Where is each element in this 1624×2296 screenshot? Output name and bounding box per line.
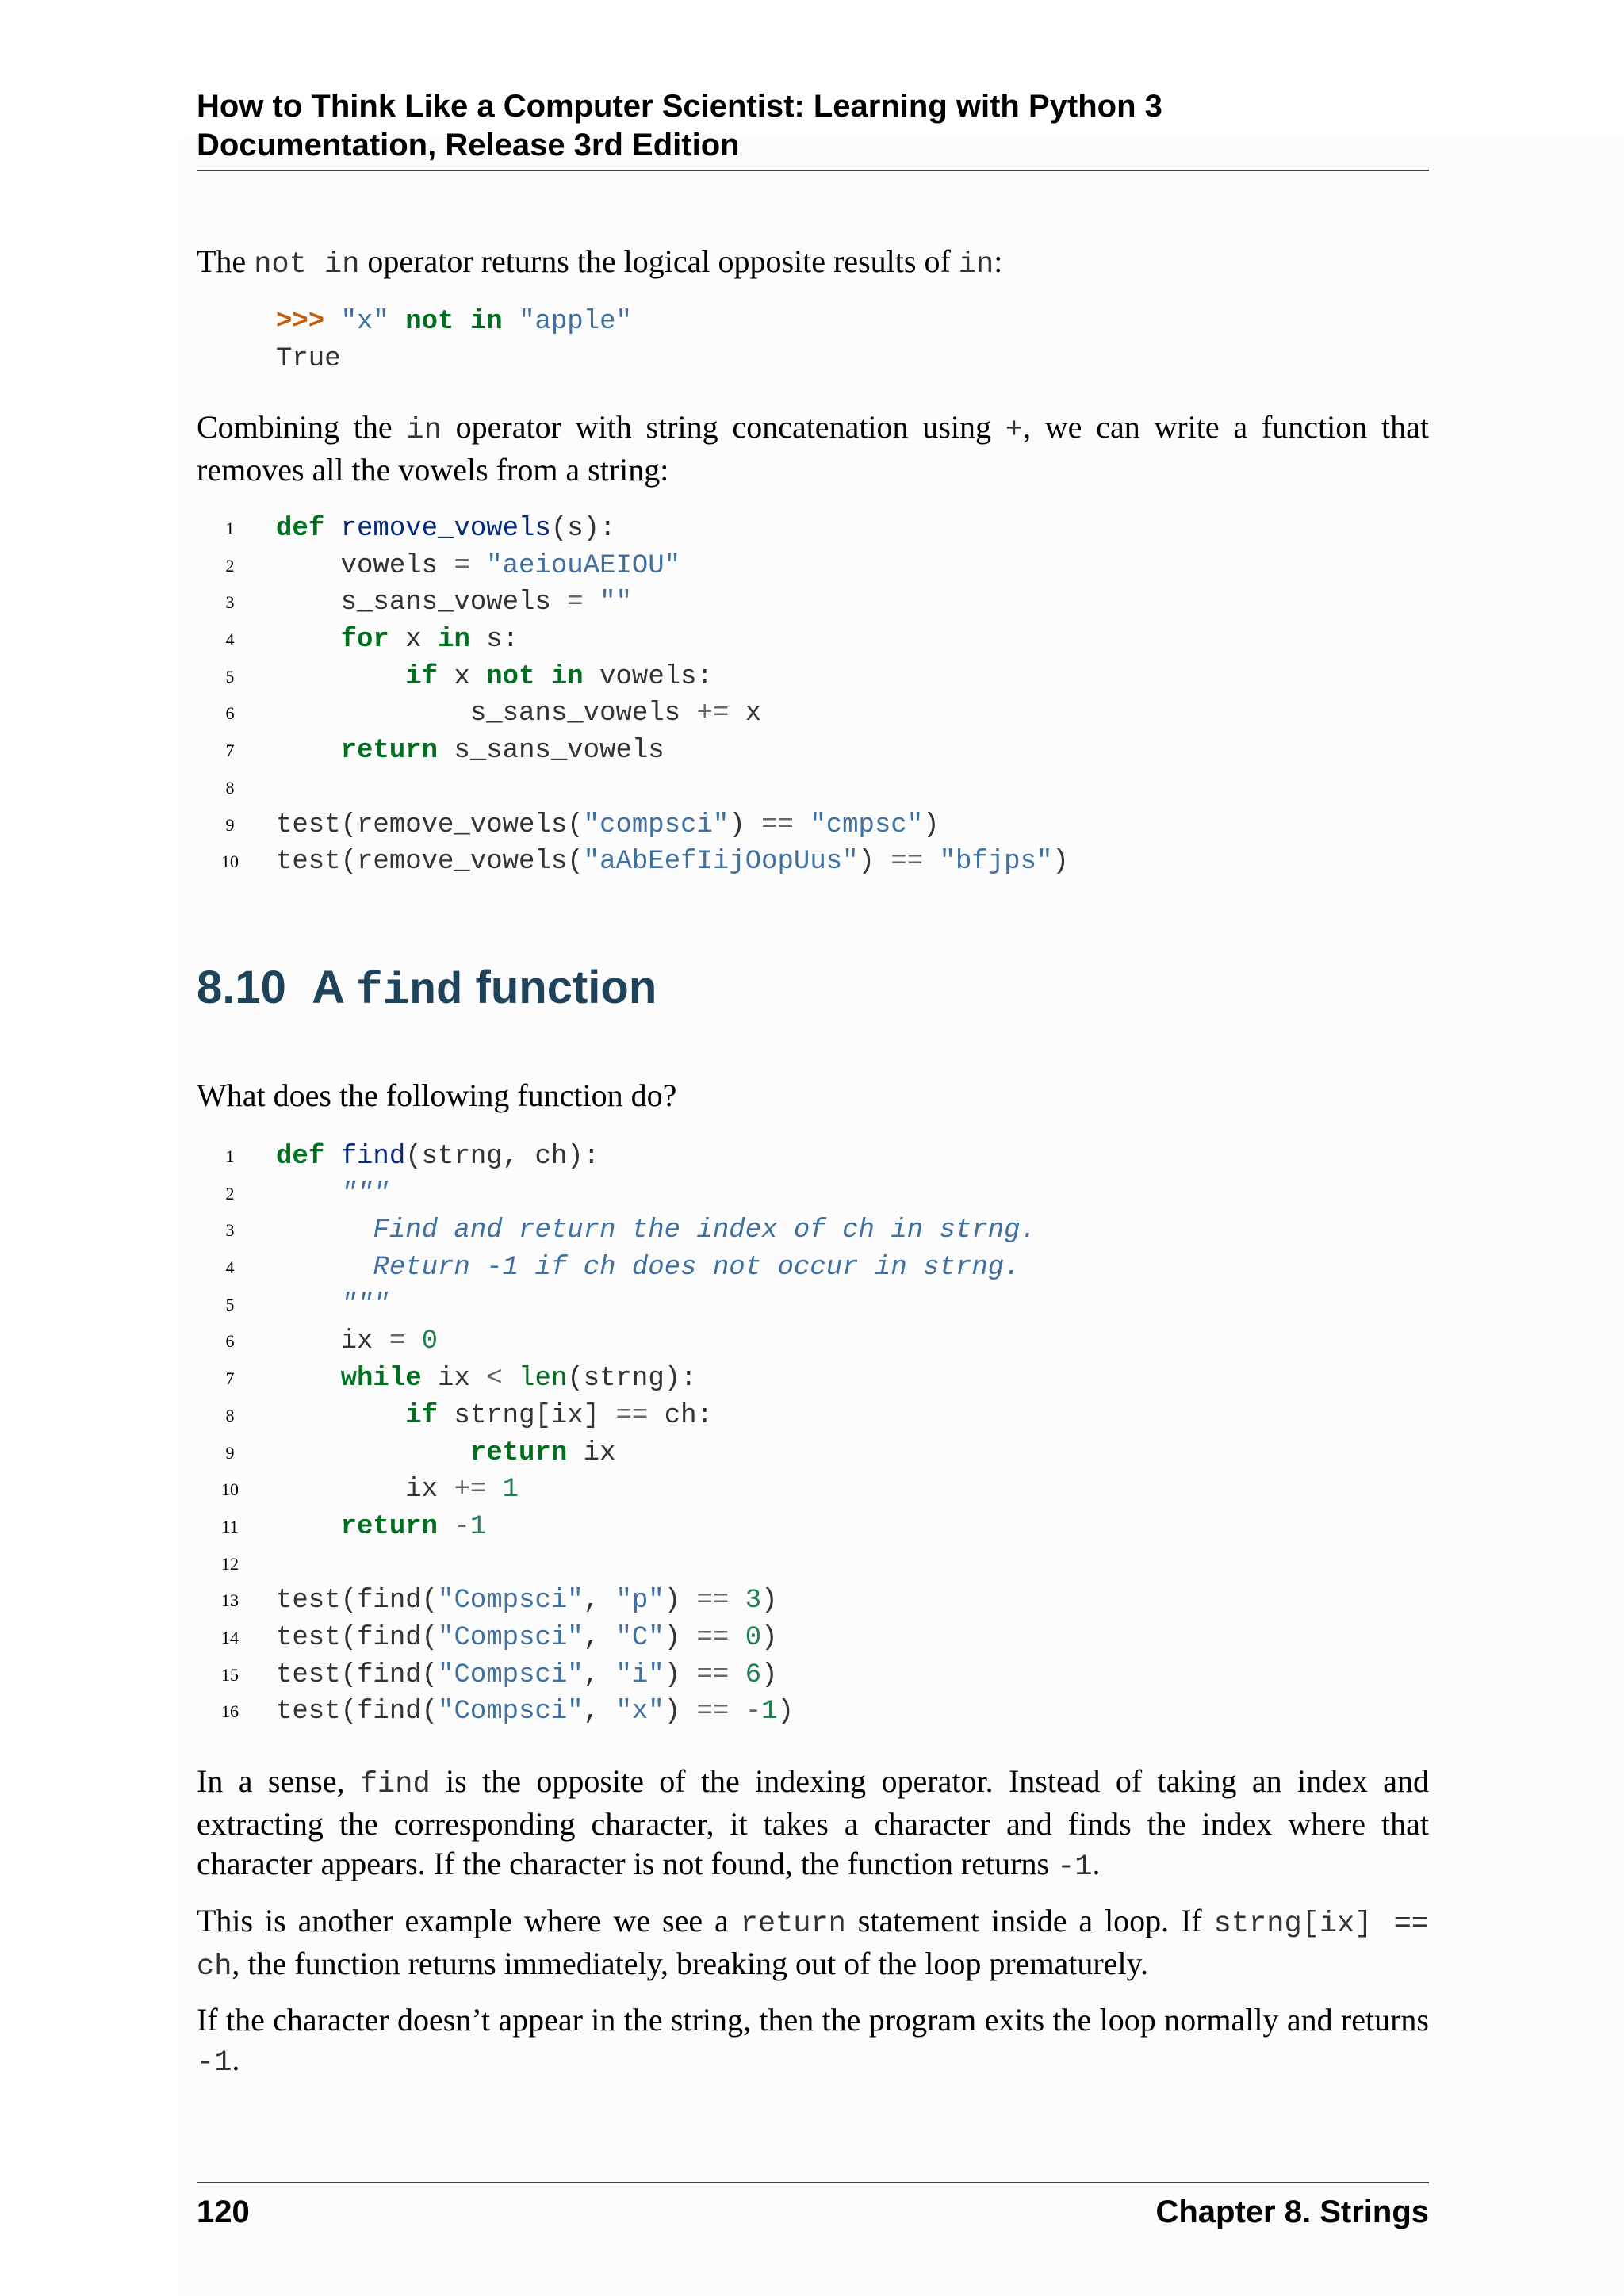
paragraph-in-a-sense: In a sense, find is the opposite of the indexing operator. Instead of taking an index and extracting the corresponding character, it takes a character and finds the index where that character appears. If the character is not found, the function returns -1. [197,1763,1430,1884]
running-header [197,87,1429,165]
paragraph-not-found: If the character doesn’t appear in the string, then the program exits the loop normally and returns -1. [197,2002,1429,2080]
interactive-snippet: >>> "x" not in "apple" True [276,304,632,378]
header-line-2: Documentation, Release 3rd Edition [197,128,740,163]
paragraph-question: What does the following function do? [197,1077,677,1113]
footer-rule [197,2182,1429,2183]
paragraph-not-in: The not in operator returns the logical opposite results of in: [197,243,1003,281]
paragraph-another-example: This is another example where we see a return statement inside a loop. If strng[ix] == ch, the function returns immediately, breaking out of the loop prematurely. [197,1903,1429,1984]
header-line-1: How to Think Like a Computer Scientist: Learning with Python 3 [197,89,1162,124]
page-number: 120 [197,2195,250,2229]
chapter-title: Chapter 8. Strings [1155,2195,1429,2229]
header-rule [197,170,1429,171]
snippet-output: True [276,344,341,374]
section-heading: 8.10 A find function [197,962,657,1016]
paragraph-combining: Combining the in operator with string concatenation using +, we can write a function that removes all the vowels from a string: [197,409,1430,488]
